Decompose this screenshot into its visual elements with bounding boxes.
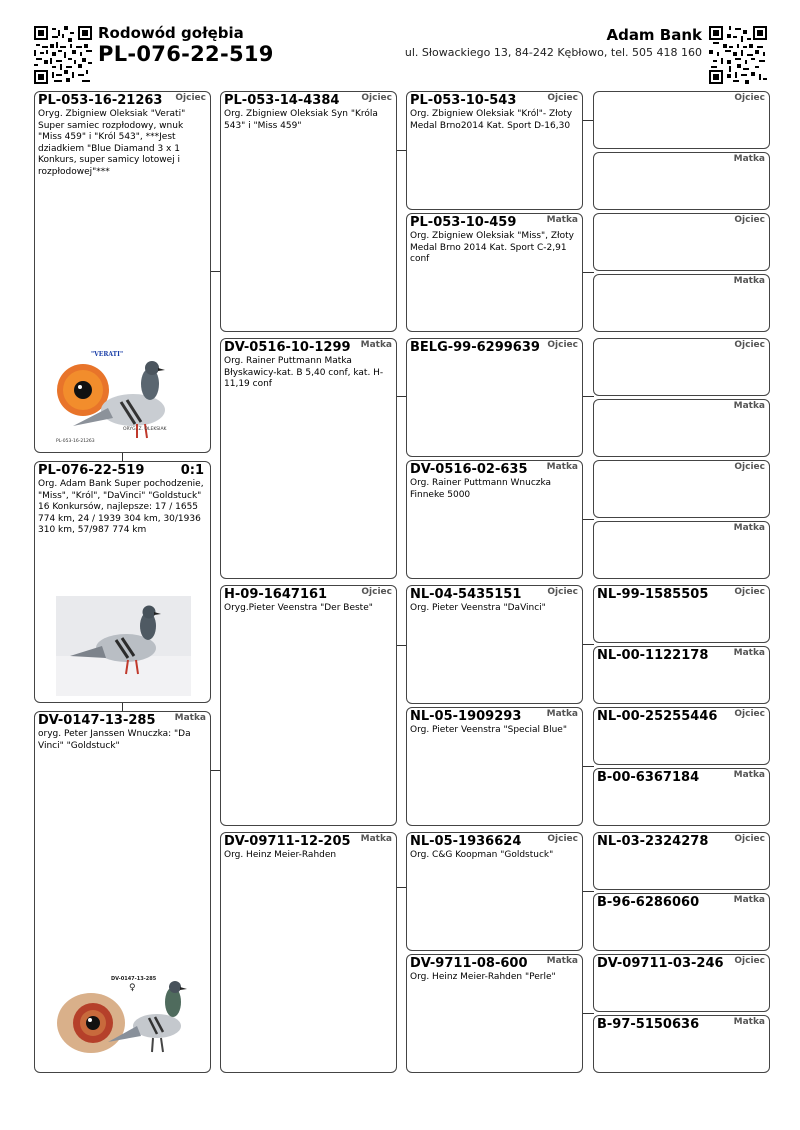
gen3-card-3[interactable] <box>406 338 583 457</box>
gen4-sex: Matka <box>733 154 765 164</box>
gen2-desc: Org. Zbigniew Oleksiak Syn "Króla 543" i "Miss 459" <box>224 109 378 131</box>
main-score: 0:1 <box>180 463 204 478</box>
gen2-sex: Ojciec <box>361 587 392 597</box>
gen4-card-15[interactable] <box>593 954 770 1012</box>
main-pigeon-card[interactable] <box>34 461 211 703</box>
main-ring-number: PL-076-22-519 <box>98 42 274 66</box>
gen4-sex: Ojciec <box>734 709 765 719</box>
main-pigeon-photo <box>56 596 191 696</box>
gen4-sex: Ojciec <box>734 462 765 472</box>
female-symbol: ♀ <box>129 983 136 993</box>
gen2-ring: H-09-1647161 <box>224 587 328 602</box>
gen2-ring: DV-09711-12-205 <box>224 834 351 849</box>
gen4-card-7[interactable] <box>593 460 770 518</box>
father-card[interactable] <box>34 91 211 453</box>
gen3-desc: Org. Heinz Meier-Rahden "Perle" <box>410 972 556 982</box>
gen3-card-5[interactable] <box>406 585 583 704</box>
verati-breeder-caption: ORYG. Z. OLEKSIAK <box>123 427 167 432</box>
gen4-ring: NL-03-2324278 <box>597 834 709 849</box>
owner-address: ul. Słowackiego 13, 84-242 Kębłowo, tel. 505 418 160 <box>404 46 702 59</box>
gen2-card-1[interactable] <box>220 91 397 332</box>
gen3-card-4[interactable] <box>406 460 583 579</box>
gen4-card-5[interactable] <box>593 338 770 396</box>
gen3-ring: PL-053-10-543 <box>410 93 517 108</box>
gen4-sex: Ojciec <box>734 956 765 966</box>
gen3-desc: Org. Pieter Veenstra "Special Blue" <box>410 725 567 735</box>
gen4-sex: Matka <box>733 401 765 411</box>
gen2-card-2[interactable] <box>220 338 397 579</box>
gen4-ring: DV-09711-03-246 <box>597 956 724 971</box>
gen3-ring: BELG-99-6299639 <box>410 340 540 355</box>
mother-card[interactable] <box>34 711 211 1073</box>
gen3-desc: Org. C&G Koopman "Goldstuck" <box>410 850 554 860</box>
verati-caption: "VERATI" <box>91 351 124 358</box>
gen3-ring: NL-05-1936624 <box>410 834 522 849</box>
gen4-sex: Matka <box>733 648 765 658</box>
gen4-card-8[interactable] <box>593 521 770 579</box>
gen4-sex: Matka <box>733 1017 765 1027</box>
gen4-card-4[interactable] <box>593 274 770 332</box>
gen4-sex: Ojciec <box>734 587 765 597</box>
gen4-card-16[interactable] <box>593 1015 770 1073</box>
mother-ring: DV-0147-13-285 <box>38 713 156 728</box>
gen2-sex: Ojciec <box>361 93 392 103</box>
main-ring: PL-076-22-519 <box>38 463 145 478</box>
gen2-desc: Org. Rainer Puttmann Matka Błyskawicy-kat. B 5,40 conf, kat. H-11,19 conf <box>224 356 384 389</box>
gen4-card-2[interactable] <box>593 152 770 210</box>
mother-pigeon-photo <box>53 968 193 1068</box>
gen3-sex: Ojciec <box>547 93 578 103</box>
gen4-sex: Matka <box>733 895 765 905</box>
gen3-card-1[interactable] <box>406 91 583 210</box>
gen4-card-12[interactable] <box>593 768 770 826</box>
verati-pigeon-photo <box>53 346 193 450</box>
owner-name: Adam Bank <box>606 26 702 44</box>
gen2-desc: Org. Heinz Meier-Rahden <box>224 850 337 860</box>
gen4-ring: NL-99-1585505 <box>597 587 709 602</box>
verati-ring-caption: PL-053-16-21263 <box>56 439 95 444</box>
mother-sex: Matka <box>174 713 206 723</box>
gen3-desc: Org. Pieter Veenstra "DaVinci" <box>410 603 546 613</box>
father-sex: Ojciec <box>175 93 206 103</box>
father-desc: Oryg. Zbigniew Oleksiak "Verati" Super samiec rozpłodowy, wnuk "Miss 459" i "Król 543", ***Jest dziadkiem "Blue Diamand 3 x 1 Konkurs, super samicy lotowej i rozpłodowej"*** <box>38 109 186 177</box>
gen4-card-13[interactable] <box>593 832 770 890</box>
gen4-ring: NL-00-1122178 <box>597 648 709 663</box>
gen4-ring: NL-00-25255446 <box>597 709 718 724</box>
gen4-sex: Ojciec <box>734 340 765 350</box>
gen2-sex: Matka <box>360 834 392 844</box>
gen4-card-11[interactable] <box>593 707 770 765</box>
mother-desc: oryg. Peter Janssen Wnuczka: "Da Vinci" "Goldstuck" <box>38 729 191 751</box>
gen2-ring: DV-0516-10-1299 <box>224 340 351 355</box>
gen4-sex: Matka <box>733 276 765 286</box>
gen4-ring: B-97-5150636 <box>597 1017 700 1032</box>
gen4-ring: B-00-6367184 <box>597 770 700 785</box>
gen4-card-9[interactable] <box>593 585 770 643</box>
gen3-sex: Ojciec <box>547 834 578 844</box>
gen2-card-3[interactable] <box>220 585 397 826</box>
gen3-ring: NL-05-1909293 <box>410 709 522 724</box>
gen4-sex: Matka <box>733 523 765 533</box>
gen4-card-14[interactable] <box>593 893 770 951</box>
gen4-sex: Matka <box>733 770 765 780</box>
gen4-card-10[interactable] <box>593 646 770 704</box>
qr-code-left <box>34 26 92 84</box>
pedigree-title: Rodowód gołębia <box>98 24 244 42</box>
gen2-sex: Matka <box>360 340 392 350</box>
father-ring: PL-053-16-21263 <box>38 93 163 108</box>
gen3-ring: DV-9711-08-600 <box>410 956 528 971</box>
gen3-desc: Org. Zbigniew Oleksiak "Król"- Złoty Medal Brno2014 Kat. Sport D-16,30 <box>410 109 573 131</box>
gen3-sex: Matka <box>546 709 578 719</box>
gen4-card-1[interactable] <box>593 91 770 149</box>
gen4-card-6[interactable] <box>593 399 770 457</box>
qr-code-right <box>709 26 767 84</box>
gen4-sex: Ojciec <box>734 93 765 103</box>
gen3-desc: Org. Rainer Puttmann Wnuczka Finneke 5000 <box>410 478 552 500</box>
gen3-desc: Org. Zbigniew Oleksiak "Miss", Złoty Medal Brno 2014 Kat. Sport C-2,91 conf <box>410 231 574 264</box>
gen3-ring: PL-053-10-459 <box>410 215 517 230</box>
gen3-sex: Matka <box>546 956 578 966</box>
gen2-desc: Oryg.Pieter Veenstra "Der Beste" <box>224 603 373 613</box>
gen3-ring: DV-0516-02-635 <box>410 462 528 477</box>
gen2-card-4[interactable] <box>220 832 397 1073</box>
gen3-sex: Ojciec <box>547 587 578 597</box>
gen3-sex: Matka <box>546 215 578 225</box>
gen3-card-8[interactable] <box>406 954 583 1073</box>
gen4-sex: Ojciec <box>734 215 765 225</box>
gen4-sex: Ojciec <box>734 834 765 844</box>
mother-photo-ring-caption: DV-0147-13-285 <box>111 976 157 982</box>
gen3-ring: NL-04-5435151 <box>410 587 522 602</box>
gen3-card-6[interactable] <box>406 707 583 826</box>
gen3-card-2[interactable] <box>406 213 583 332</box>
main-desc: Org. Adam Bank Super pochodzenie, "Miss", "Król", "DaVinci" "Goldstuck" 16 Konkursów, najlepsze: 17 / 1655 774 km, 24 / 1939 304 km, 30/1936 310 km, 57/987 774 km <box>38 479 204 535</box>
gen2-ring: PL-053-14-4384 <box>224 93 340 108</box>
gen4-ring: B-96-6286060 <box>597 895 700 910</box>
gen4-card-3[interactable] <box>593 213 770 271</box>
gen3-card-7[interactable] <box>406 832 583 951</box>
gen3-sex: Matka <box>546 462 578 472</box>
gen3-sex: Ojciec <box>547 340 578 350</box>
